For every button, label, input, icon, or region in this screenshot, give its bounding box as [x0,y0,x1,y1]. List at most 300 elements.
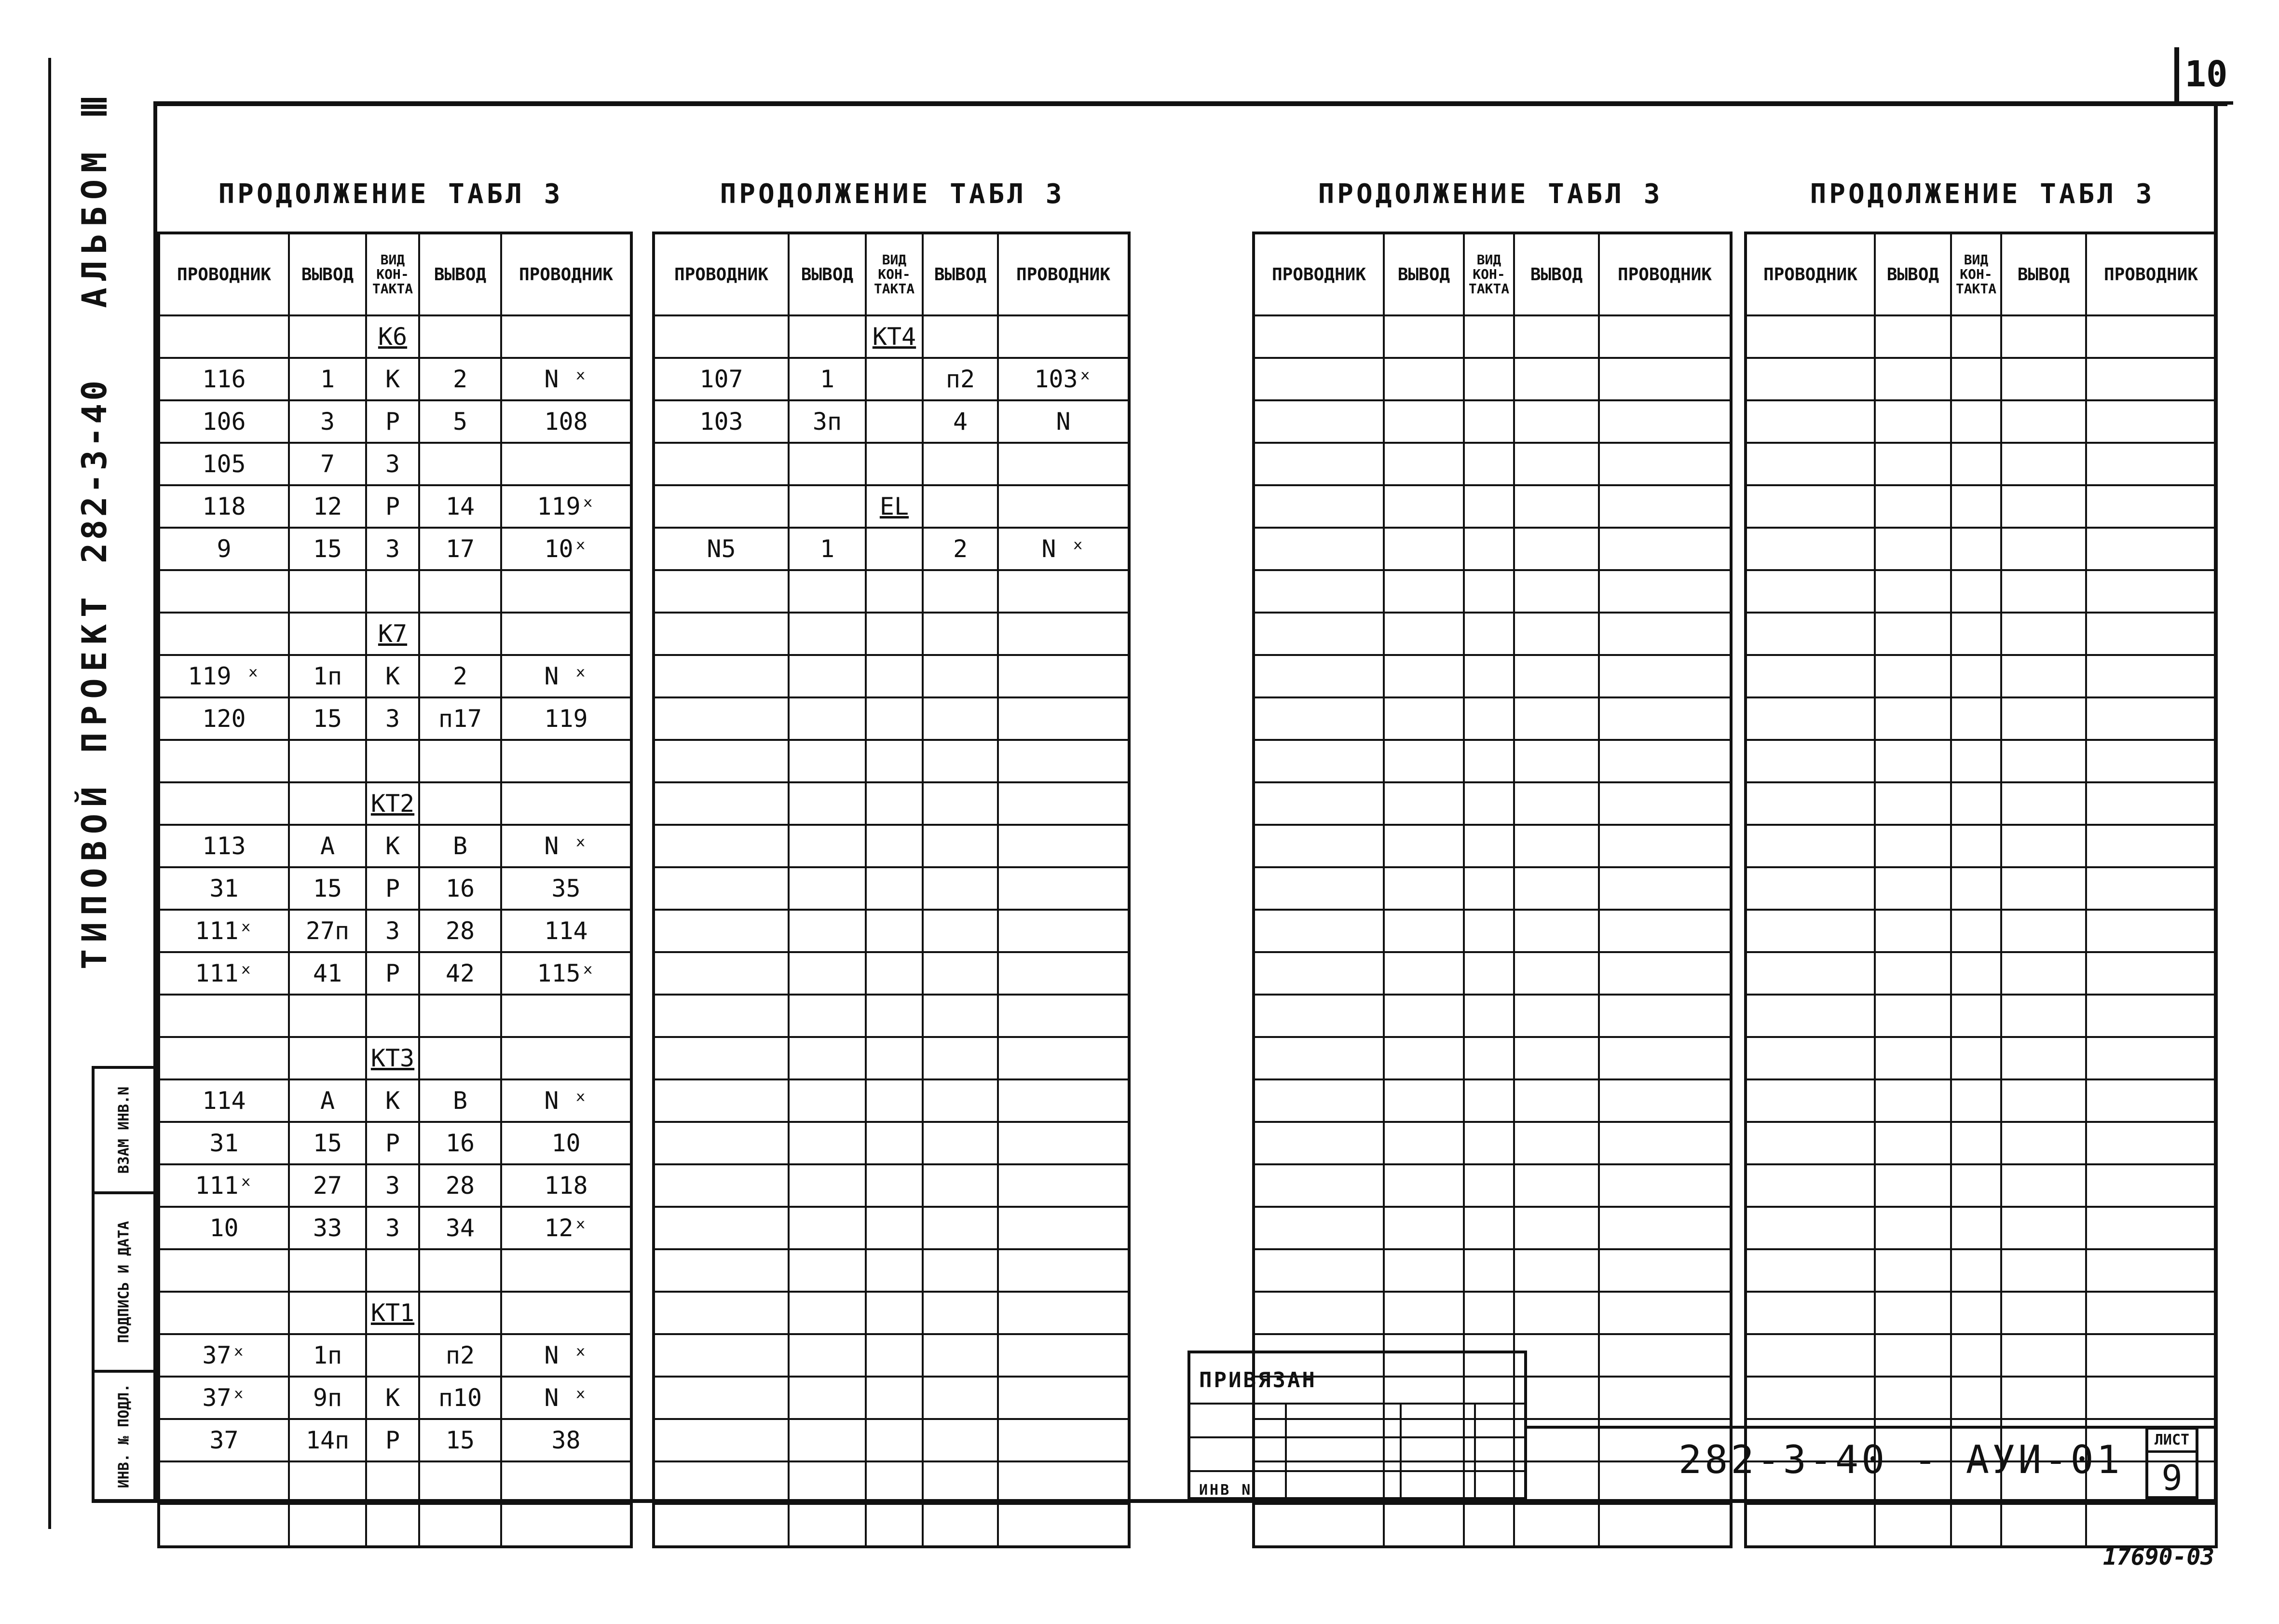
cell-conductor: 111ˣ [159,1164,289,1207]
cell-terminal [1514,825,1599,867]
cell-terminal: 1п [289,655,366,697]
cell-terminal [1514,1122,1599,1164]
cell-terminal [2001,613,2086,655]
cell-contact-type [366,570,419,613]
cell-contact-type [1464,782,1514,825]
cell-terminal: 14 [419,485,501,528]
cell-contact-type: З [366,528,419,570]
cell-conductor: 10 [501,1122,631,1164]
cell-terminal [1875,315,1951,358]
cell-terminal [923,315,998,358]
cell-contact-type [366,1504,419,1547]
cell-terminal [419,995,501,1037]
cell-terminal: п2 [923,358,998,400]
table-row [159,485,631,528]
cell-terminal: 16 [419,867,501,910]
cell-terminal [1514,528,1599,570]
cell-conductor [1746,570,1875,613]
cell-terminal [789,1377,866,1419]
cell-contact-type [1951,1037,2001,1079]
cell-terminal [2001,1079,2086,1122]
cell-terminal [2001,995,2086,1037]
table-row [1254,995,1731,1037]
cell-terminal: 15 [419,1419,501,1461]
cell-terminal [1514,613,1599,655]
cell-terminal [289,1249,366,1292]
cell-conductor: 37 [159,1419,289,1461]
header-row [654,233,1129,315]
cell-conductor [2086,995,2216,1037]
list-label: ЛИСТ [2148,1432,2196,1453]
table-row [1746,570,2216,613]
cell-conductor [2086,782,2216,825]
table-row [1746,1037,2216,1079]
cell-terminal [2001,1377,2086,1419]
cell-conductor [654,995,789,1037]
table-row [654,570,1129,613]
cell-conductor [1746,782,1875,825]
cell-terminal [2001,358,2086,400]
header-row [1254,233,1731,315]
cell-contact-type [1464,570,1514,613]
cell-conductor: 12ˣ [501,1207,631,1249]
cell-contact-type [1951,1249,2001,1292]
cell-conductor [1599,1037,1731,1079]
cell-terminal [923,1377,998,1419]
cell-terminal [2001,570,2086,613]
cell-conductor [654,952,789,995]
cell-conductor [998,952,1129,995]
cell-conductor [1599,697,1731,740]
cell-terminal: 1п [289,1334,366,1377]
cell-terminal [2001,400,2086,443]
table-row [159,1164,631,1207]
table-row [159,1292,631,1334]
table-row [1746,443,2216,485]
cell-conductor [159,1037,289,1079]
cell-conductor [2086,485,2216,528]
cell-contact-type [1951,1122,2001,1164]
cell-conductor [1746,952,1875,995]
cell-terminal [789,1079,866,1122]
header-terminal: ВЫВОД [1514,233,1599,315]
cell-contact-type [366,1249,419,1292]
cell-conductor: N ˣ [501,358,631,400]
header-terminal: ВЫВОД [2001,233,2086,315]
cell-contact-type [1951,867,2001,910]
cell-terminal: 15 [289,697,366,740]
cell-terminal [1875,1249,1951,1292]
cell-contact-type [866,867,923,910]
cell-conductor [1599,825,1731,867]
cell-conductor: 103ˣ [998,358,1129,400]
cell-conductor [2086,1164,2216,1207]
cell-terminal [923,485,998,528]
cell-conductor [654,1419,789,1461]
header-conductor: ПРОВОДНИК [159,233,289,315]
cell-terminal [419,1037,501,1079]
cell-terminal [923,443,998,485]
cell-conductor [998,1461,1129,1504]
cell-contact-type [1464,1504,1514,1547]
cell-conductor [159,315,289,358]
cell-contact-type [1464,655,1514,697]
cell-terminal [923,1164,998,1207]
cell-conductor: 38 [501,1419,631,1461]
cell-terminal [2001,655,2086,697]
cell-terminal [289,613,366,655]
cell-terminal [789,867,866,910]
cell-terminal [419,443,501,485]
cell-conductor [2086,358,2216,400]
cell-terminal [789,740,866,782]
cell-terminal [1514,1504,1599,1547]
cell-conductor [2086,1504,2216,1547]
cell-contact-type [1464,1207,1514,1249]
cell-contact-type [366,740,419,782]
cell-conductor [2086,570,2216,613]
table-row [159,1207,631,1249]
cell-conductor [998,613,1129,655]
cell-conductor [1254,400,1384,443]
cell-conductor [1746,315,1875,358]
cell-conductor [998,443,1129,485]
header-terminal: ВЫВОД [1875,233,1951,315]
header-terminal: ВЫВОД [289,233,366,315]
table-row [1254,740,1731,782]
cell-conductor [2086,443,2216,485]
cell-terminal [789,1037,866,1079]
cell-conductor: 120 [159,697,289,740]
cell-terminal [1875,995,1951,1037]
cell-terminal: 1 [289,358,366,400]
cell-contact-type [1951,613,2001,655]
cell-contact-type [866,1207,923,1249]
table-row [159,1461,631,1504]
cell-conductor [998,1079,1129,1122]
cell-terminal [1514,1292,1599,1334]
cell-conductor: 114 [159,1079,289,1122]
cell-conductor [1254,1207,1384,1249]
cell-conductor [159,1249,289,1292]
cell-conductor [1254,1504,1384,1547]
cell-conductor [1746,358,1875,400]
cell-conductor [1254,910,1384,952]
cell-terminal [1514,782,1599,825]
table-row [159,952,631,995]
cell-contact-type: З [366,1164,419,1207]
binding-vline [1474,1403,1476,1497]
cell-conductor [1746,910,1875,952]
cell-terminal [1384,910,1464,952]
table-row [654,1249,1129,1292]
cell-contact-type [866,952,923,995]
cell-terminal [1384,528,1464,570]
wiring-table-2 [652,232,1131,1548]
cell-terminal [1514,910,1599,952]
cell-terminal [1875,825,1951,867]
cell-terminal [1875,782,1951,825]
cell-terminal: 42 [419,952,501,995]
cell-contact-type [366,1461,419,1504]
cell-contact-type [1951,1164,2001,1207]
cell-terminal: 16 [419,1122,501,1164]
cell-conductor [1599,1079,1731,1122]
table-row [1746,782,2216,825]
cell-terminal [1875,570,1951,613]
stamp-cell-vzam [97,1069,150,1191]
cell-terminal [923,1122,998,1164]
cell-conductor [654,443,789,485]
table-row [159,697,631,740]
cell-conductor: 114 [501,910,631,952]
cell-contact-type [866,995,923,1037]
cell-conductor: N ˣ [501,655,631,697]
cell-conductor: 119 ˣ [159,655,289,697]
cell-conductor [1746,485,1875,528]
side-title [68,88,121,969]
table-row [654,1122,1129,1164]
cell-terminal [789,1164,866,1207]
cell-contact-type [866,1377,923,1419]
cell-conductor [1254,697,1384,740]
cell-conductor [2086,655,2216,697]
cell-conductor [654,697,789,740]
cell-contact-type: З [366,697,419,740]
cell-conductor [1599,1334,1731,1377]
table-row [1254,613,1731,655]
table-row [1746,1249,2216,1292]
cell-contact-type [1951,358,2001,400]
cell-conductor [998,825,1129,867]
cell-terminal [789,443,866,485]
table-row [1746,1207,2216,1249]
cell-contact-type: К [366,1377,419,1419]
cell-terminal [2001,1292,2086,1334]
cell-contact-type [866,1249,923,1292]
cell-terminal [1384,443,1464,485]
table-row [1746,1504,2216,1547]
cell-terminal [1514,1164,1599,1207]
table-row [1254,1292,1731,1334]
table-row [654,528,1129,570]
cell-contact-type [1951,1504,2001,1547]
cell-conductor [1746,740,1875,782]
cell-contact-type [866,613,923,655]
table-1-title: ПРОДОЛЖЕНИЕ ТАБЛ 3 [218,178,563,210]
cell-contact-type [1951,315,2001,358]
cell-terminal [789,995,866,1037]
table-row [1746,697,2216,740]
cell-conductor [2086,1334,2216,1377]
cell-terminal [1384,782,1464,825]
cell-terminal [1875,485,1951,528]
header-conductor: ПРОВОДНИК [1599,233,1731,315]
cell-terminal [289,995,366,1037]
side-title-project: ТИПОВОЙ ПРОЕКТ [75,590,114,969]
cell-terminal [1875,740,1951,782]
cell-terminal: 41 [289,952,366,995]
cell-conductor [1746,528,1875,570]
cell-terminal [1514,1249,1599,1292]
cell-contact-type [1951,910,2001,952]
cell-conductor: 31 [159,1122,289,1164]
table-row [1746,1079,2216,1122]
cell-conductor [998,995,1129,1037]
cell-contact-type: З [366,910,419,952]
binding-vline [1285,1403,1287,1497]
cell-terminal [1875,400,1951,443]
table-row [654,443,1129,485]
cell-terminal [923,1461,998,1504]
cell-terminal [419,315,501,358]
cell-terminal [789,655,866,697]
cell-terminal [1514,400,1599,443]
cell-conductor: 107 [654,358,789,400]
cell-conductor [1746,697,1875,740]
cell-contact-type [1464,528,1514,570]
cell-terminal [789,952,866,995]
table-row [1746,740,2216,782]
cell-contact-type [1464,867,1514,910]
cell-contact-type [1464,358,1514,400]
cell-terminal [2001,1504,2086,1547]
table-row [1746,825,2216,867]
cell-terminal [289,315,366,358]
header-row [159,233,631,315]
cell-conductor [998,1334,1129,1377]
cell-conductor [1746,1249,1875,1292]
cell-terminal [1875,1207,1951,1249]
cell-contact-type: Р [366,952,419,995]
cell-conductor: 103 [654,400,789,443]
cell-conductor [1599,443,1731,485]
cell-conductor [1254,952,1384,995]
cell-contact-type [1464,485,1514,528]
cell-conductor [2086,910,2216,952]
cell-terminal: п10 [419,1377,501,1419]
cell-contact-type [1464,1079,1514,1122]
cell-terminal [923,1504,998,1547]
cell-contact-type [1464,825,1514,867]
cell-conductor [1254,485,1384,528]
cell-terminal [1384,1037,1464,1079]
table-row [159,910,631,952]
cell-conductor [1599,570,1731,613]
cell-terminal [2001,825,2086,867]
cell-contact-type [1464,1164,1514,1207]
cell-conductor [998,1377,1129,1419]
cell-conductor [1599,782,1731,825]
table-row [654,1079,1129,1122]
cell-conductor [1746,613,1875,655]
cell-terminal [1514,655,1599,697]
table-row [654,910,1129,952]
cell-terminal [1514,1037,1599,1079]
cell-conductor: N ˣ [501,1079,631,1122]
cell-terminal [923,1079,998,1122]
cell-contact-type: КТ2 [366,782,419,825]
cell-contact-type [1464,1249,1514,1292]
cell-conductor [654,655,789,697]
table-row [654,1461,1129,1504]
cell-terminal [1875,1164,1951,1207]
cell-conductor [998,1037,1129,1079]
cell-terminal: 34 [419,1207,501,1249]
cell-conductor [2086,952,2216,995]
cell-conductor [501,570,631,613]
cell-contact-type [1464,995,1514,1037]
cell-terminal: 12 [289,485,366,528]
cell-contact-type [1951,782,2001,825]
cell-conductor [654,1079,789,1122]
cell-conductor [998,1292,1129,1334]
cell-terminal: 15 [289,867,366,910]
cell-conductor: 106 [159,400,289,443]
cell-terminal [419,1292,501,1334]
header-contact-type: ВИД КОН- ТАКТА [1951,233,2001,315]
table-row [1746,867,2216,910]
cell-conductor [1746,1122,1875,1164]
cell-terminal [1875,1079,1951,1122]
stamp-vzam-inv: ВЗАМ ИНВ.N [115,1086,133,1174]
table-row [654,1377,1129,1419]
table-row [1254,782,1731,825]
cell-terminal [419,570,501,613]
cell-conductor: 108 [501,400,631,443]
cell-conductor [2086,1037,2216,1079]
cell-conductor [654,1504,789,1547]
table-row [159,528,631,570]
cell-conductor [1599,1292,1731,1334]
cell-terminal [923,655,998,697]
table-row [654,1164,1129,1207]
cell-terminal: В [419,825,501,867]
cell-conductor [1599,613,1731,655]
cell-terminal: А [289,825,366,867]
cell-terminal [1875,443,1951,485]
table-row [1254,1504,1731,1547]
cell-contact-type: К7 [366,613,419,655]
cell-contact-type [1464,613,1514,655]
stamp-cell-inv [97,1373,150,1499]
header-row [1746,233,2216,315]
cell-terminal: В [419,1079,501,1122]
cell-terminal: 28 [419,1164,501,1207]
cell-terminal [1875,867,1951,910]
cell-terminal [2001,740,2086,782]
left-binding-edge [48,58,51,1529]
cell-terminal: п2 [419,1334,501,1377]
cell-terminal [1875,613,1951,655]
cell-contact-type [866,570,923,613]
header-terminal: ВЫВОД [419,233,501,315]
cell-terminal [1384,952,1464,995]
header-conductor: ПРОВОДНИК [501,233,631,315]
cell-conductor [2086,825,2216,867]
table-row [159,867,631,910]
cell-contact-type [866,400,923,443]
cell-contact-type [1464,1292,1514,1334]
cell-conductor [1254,655,1384,697]
table-row [159,995,631,1037]
table-row [1254,1249,1731,1292]
cell-conductor [998,867,1129,910]
cell-conductor: 111ˣ [159,910,289,952]
cell-conductor [998,1207,1129,1249]
cell-terminal: 33 [289,1207,366,1249]
table-row [1746,1122,2216,1164]
